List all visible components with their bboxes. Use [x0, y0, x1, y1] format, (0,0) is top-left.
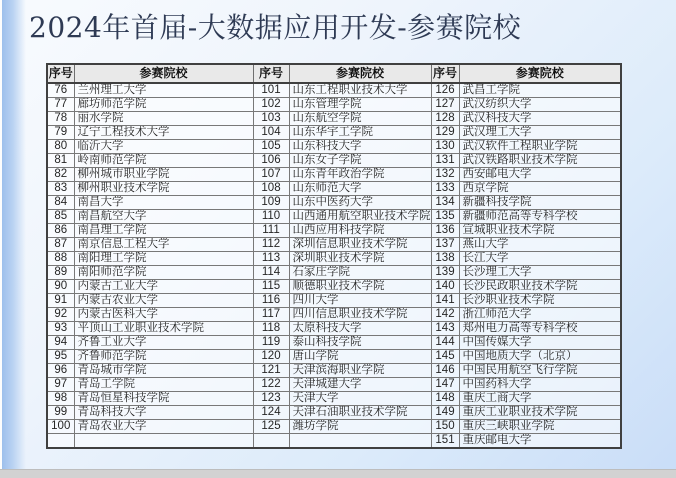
school-cell: 青岛科技大学: [74, 406, 253, 420]
school-cell: 山东师范大学: [289, 182, 431, 196]
school-cell: 中国药科大学: [459, 378, 621, 392]
serial-cell: 141: [431, 294, 459, 308]
serial-cell: 90: [47, 280, 74, 294]
school-cell: 柳州职业技术学院: [74, 182, 253, 196]
participants-table: [46, 63, 622, 449]
serial-cell: 94: [47, 336, 74, 350]
school-cell: 长沙理工大学: [459, 266, 621, 280]
table-row: [47, 308, 621, 322]
serial-cell: 113: [253, 252, 289, 266]
serial-cell: 104: [253, 126, 289, 140]
table-row: [47, 154, 621, 168]
serial-cell: 112: [253, 238, 289, 252]
school-cell: 青岛恒星科技学院: [74, 392, 253, 406]
serial-cell: 77: [47, 98, 74, 112]
serial-cell: 150: [431, 420, 459, 434]
serial-cell: 107: [253, 168, 289, 182]
serial-cell: 92: [47, 308, 74, 322]
school-cell: 武汉铁路职业技术学院: [459, 154, 621, 168]
serial-cell: 93: [47, 322, 74, 336]
school-cell: 中国民用航空飞行学院: [459, 364, 621, 378]
school-cell: 武汉软件工程职业学院: [459, 140, 621, 154]
table-row: [47, 364, 621, 378]
serial-cell: 99: [47, 406, 74, 420]
table-header-row: [47, 64, 621, 83]
school-cell: 丽水学院: [74, 112, 253, 126]
serial-cell: 136: [431, 224, 459, 238]
serial-cell: 106: [253, 154, 289, 168]
serial-cell: 76: [47, 83, 74, 98]
school-cell: 新疆师范高等专科学校: [459, 210, 621, 224]
serial-cell: 130: [431, 140, 459, 154]
school-cell: 天津城建大学: [289, 378, 431, 392]
table-row: [47, 322, 621, 336]
school-cell: 南阳理工学院: [74, 252, 253, 266]
school-cell: [289, 434, 431, 449]
serial-cell: 139: [431, 266, 459, 280]
serial-cell: 114: [253, 266, 289, 280]
serial-cell: 88: [47, 252, 74, 266]
school-cell: 南昌航空大学: [74, 210, 253, 224]
serial-cell: 128: [431, 112, 459, 126]
serial-cell: 102: [253, 98, 289, 112]
serial-cell: 79: [47, 126, 74, 140]
table-row: [47, 98, 621, 112]
school-cell: 深圳职业技术学院: [289, 252, 431, 266]
school-cell: 重庆邮电大学: [459, 434, 621, 449]
school-cell: 泰山科技学院: [289, 336, 431, 350]
school-cell: 山东航空学院: [289, 112, 431, 126]
serial-cell: 109: [253, 196, 289, 210]
column-header-school-3: 参赛院校: [459, 64, 621, 83]
table-row: [47, 420, 621, 434]
school-cell: 山西应用科技学院: [289, 224, 431, 238]
table-row: [47, 140, 621, 154]
serial-cell: 123: [253, 392, 289, 406]
school-cell: 武昌工学院: [459, 83, 621, 98]
table-row: [47, 83, 621, 98]
table-row: [47, 350, 621, 364]
bottom-bar: [0, 469, 676, 478]
serial-cell: 122: [253, 378, 289, 392]
serial-cell: 148: [431, 392, 459, 406]
school-cell: 天津滨海职业学院: [289, 364, 431, 378]
school-cell: 武汉纺织大学: [459, 98, 621, 112]
school-cell: 燕山大学: [459, 238, 621, 252]
school-cell: 重庆工商大学: [459, 392, 621, 406]
school-cell: 内蒙古农业大学: [74, 294, 253, 308]
serial-cell: 126: [431, 83, 459, 98]
serial-cell: 121: [253, 364, 289, 378]
column-header-school-1: 参赛院校: [74, 64, 253, 83]
table-row: [47, 378, 621, 392]
school-cell: 青岛城市学院: [74, 364, 253, 378]
school-cell: 山西通用航空职业技术学院: [289, 210, 431, 224]
school-cell: 山东科技大学: [289, 140, 431, 154]
serial-cell: 132: [431, 168, 459, 182]
column-header-serial-2: 序号: [253, 64, 289, 83]
serial-cell: 108: [253, 182, 289, 196]
serial-cell: 111: [253, 224, 289, 238]
serial-cell: 91: [47, 294, 74, 308]
school-cell: 天津石油职业技术学院: [289, 406, 431, 420]
table-row: [47, 392, 621, 406]
serial-cell: 105: [253, 140, 289, 154]
serial-cell: 116: [253, 294, 289, 308]
school-cell: 顺德职业技术学院: [289, 280, 431, 294]
serial-cell: 140: [431, 280, 459, 294]
serial-cell: 134: [431, 196, 459, 210]
school-cell: 山东青年政治学院: [289, 168, 431, 182]
table-row: [47, 238, 621, 252]
serial-cell: 78: [47, 112, 74, 126]
serial-cell: 89: [47, 266, 74, 280]
table-row: [47, 210, 621, 224]
school-cell: 齐鲁师范学院: [74, 350, 253, 364]
school-cell: 武汉理工大学: [459, 126, 621, 140]
serial-cell: 131: [431, 154, 459, 168]
table-row: [47, 112, 621, 126]
school-cell: 长沙民政职业技术学院: [459, 280, 621, 294]
school-cell: 山东管理学院: [289, 98, 431, 112]
school-cell: 山东华宇工学院: [289, 126, 431, 140]
school-cell: 平顶山工业职业技术学院: [74, 322, 253, 336]
serial-cell: 95: [47, 350, 74, 364]
serial-cell: 149: [431, 406, 459, 420]
serial-cell: 138: [431, 252, 459, 266]
serial-cell: 133: [431, 182, 459, 196]
school-cell: 四川信息职业技术学院: [289, 308, 431, 322]
serial-cell: 142: [431, 308, 459, 322]
school-cell: 四川大学: [289, 294, 431, 308]
serial-cell: 103: [253, 112, 289, 126]
school-cell: 青岛工学院: [74, 378, 253, 392]
serial-cell: 145: [431, 350, 459, 364]
table-row: [47, 336, 621, 350]
school-cell: 郑州电力高等专科学校: [459, 322, 621, 336]
table-row: [47, 280, 621, 294]
serial-cell: 117: [253, 308, 289, 322]
school-cell: 唐山学院: [289, 350, 431, 364]
serial-cell: 87: [47, 238, 74, 252]
table-row: [47, 224, 621, 238]
serial-cell: 124: [253, 406, 289, 420]
school-cell: 齐鲁工业大学: [74, 336, 253, 350]
serial-cell: 82: [47, 168, 74, 182]
page-title: 2024年首届-大数据应用开发-参赛院校: [29, 11, 522, 44]
serial-cell: 146: [431, 364, 459, 378]
school-cell: 中国传媒大学: [459, 336, 621, 350]
serial-cell: 84: [47, 196, 74, 210]
column-header-school-2: 参赛院校: [289, 64, 431, 83]
serial-cell: [47, 434, 74, 449]
serial-cell: 120: [253, 350, 289, 364]
school-cell: 新疆科技学院: [459, 196, 621, 210]
school-cell: 长沙职业技术学院: [459, 294, 621, 308]
school-cell: 长江大学: [459, 252, 621, 266]
table-row: [47, 196, 621, 210]
serial-cell: 101: [253, 83, 289, 98]
table-row: [47, 168, 621, 182]
serial-cell: 85: [47, 210, 74, 224]
serial-cell: 125: [253, 420, 289, 434]
school-cell: 天津大学: [289, 392, 431, 406]
serial-cell: 137: [431, 238, 459, 252]
serial-cell: 143: [431, 322, 459, 336]
school-cell: 深圳信息职业技术学院: [289, 238, 431, 252]
serial-cell: 80: [47, 140, 74, 154]
school-cell: 南京信息工程大学: [74, 238, 253, 252]
school-cell: 南昌理工学院: [74, 224, 253, 238]
school-cell: 潍坊学院: [289, 420, 431, 434]
school-cell: 内蒙古工业大学: [74, 280, 253, 294]
school-cell: 南阳师范学院: [74, 266, 253, 280]
serial-cell: 135: [431, 210, 459, 224]
school-cell: 西安邮电大学: [459, 168, 621, 182]
school-cell: 宣城职业技术学院: [459, 224, 621, 238]
school-cell: 青岛农业大学: [74, 420, 253, 434]
school-cell: 西京学院: [459, 182, 621, 196]
serial-cell: 119: [253, 336, 289, 350]
serial-cell: 110: [253, 210, 289, 224]
table-row: [47, 434, 621, 449]
serial-cell: 127: [431, 98, 459, 112]
serial-cell: 100: [47, 420, 74, 434]
school-cell: 内蒙古医科大学: [74, 308, 253, 322]
serial-cell: 129: [431, 126, 459, 140]
school-cell: 中国地质大学（北京）: [459, 350, 621, 364]
school-cell: 石家庄学院: [289, 266, 431, 280]
school-cell: 南昌大学: [74, 196, 253, 210]
serial-cell: 86: [47, 224, 74, 238]
column-header-serial-3: 序号: [431, 64, 459, 83]
school-cell: 柳州城市职业学院: [74, 168, 253, 182]
serial-cell: 81: [47, 154, 74, 168]
column-header-serial-1: 序号: [47, 64, 74, 83]
school-cell: 辽宁工程技术大学: [74, 126, 253, 140]
school-cell: 武汉科技大学: [459, 112, 621, 126]
table-row: [47, 406, 621, 420]
table-row: [47, 294, 621, 308]
serial-cell: 147: [431, 378, 459, 392]
serial-cell: 83: [47, 182, 74, 196]
school-cell: 重庆工业职业技术学院: [459, 406, 621, 420]
table-row: [47, 252, 621, 266]
school-cell: 山东女子学院: [289, 154, 431, 168]
left-blue-edge-band: [2, 0, 26, 470]
school-cell: 兰州理工大学: [74, 83, 253, 98]
serial-cell: 96: [47, 364, 74, 378]
school-cell: 浙江师范大学: [459, 308, 621, 322]
serial-cell: [253, 434, 289, 449]
table-row: [47, 126, 621, 140]
serial-cell: 115: [253, 280, 289, 294]
school-cell: 重庆三峡职业学院: [459, 420, 621, 434]
table-body: [47, 83, 621, 448]
serial-cell: 144: [431, 336, 459, 350]
school-cell: 廊坊师范学院: [74, 98, 253, 112]
school-cell: 岭南师范学院: [74, 154, 253, 168]
school-cell: 临沂大学: [74, 140, 253, 154]
serial-cell: 97: [47, 378, 74, 392]
serial-cell: 98: [47, 392, 74, 406]
serial-cell: 118: [253, 322, 289, 336]
table-row: [47, 266, 621, 280]
serial-cell: 151: [431, 434, 459, 449]
school-cell: 山东中医药大学: [289, 196, 431, 210]
table-row: [47, 182, 621, 196]
school-cell: 山东工程职业技术大学: [289, 83, 431, 98]
school-cell: [74, 434, 253, 449]
school-cell: 太原科技大学: [289, 322, 431, 336]
